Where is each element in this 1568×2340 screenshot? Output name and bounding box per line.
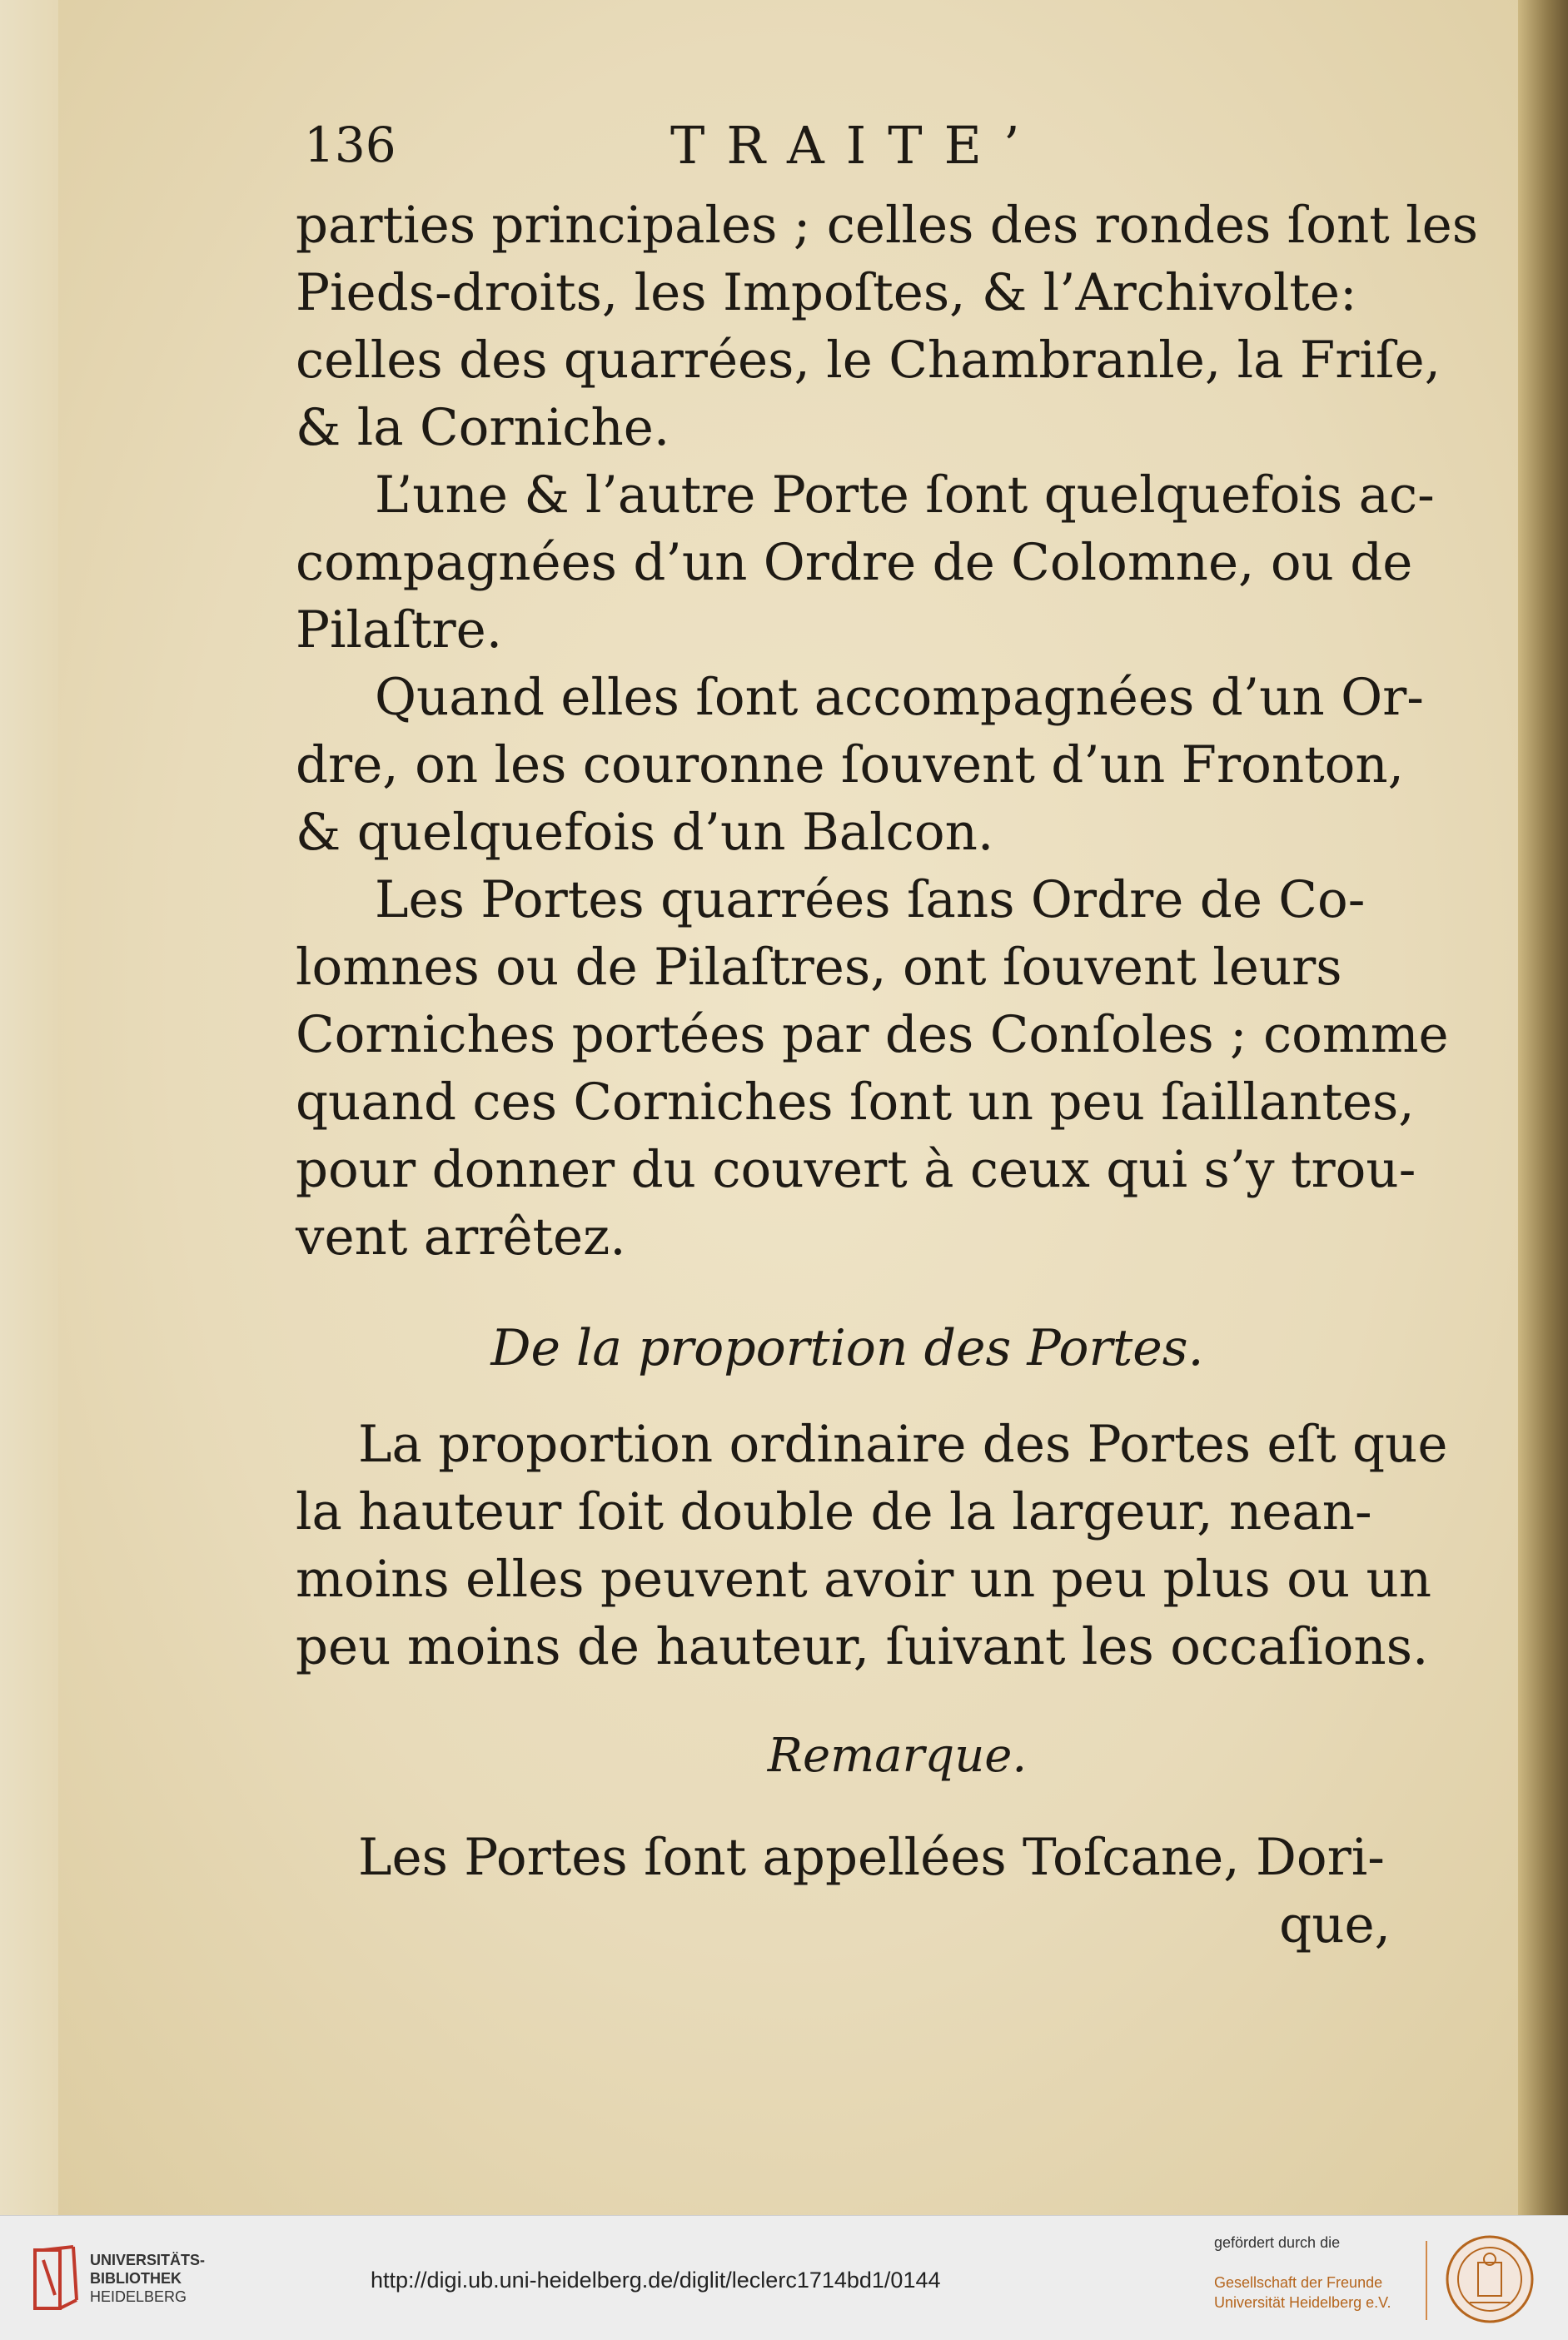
- university-seal-icon: [1445, 2234, 1535, 2324]
- text-line: Pieds-droits, les Impoſtes, & l’Archivolte:: [296, 263, 1357, 322]
- society-name-line: Universität Heidelberg e.V.: [1214, 2294, 1391, 2311]
- society-name-line: Gesellschaft der Freunde: [1214, 2274, 1383, 2291]
- text-line: vent arrêtez.: [296, 1207, 626, 1267]
- library-name-line: BIBLIOTHEK: [90, 2270, 182, 2287]
- permalink-url[interactable]: http://digi.ub.uni-heidelberg.de/diglit/leclerc1714bd1/0144: [371, 2268, 941, 2293]
- text-line: & quelquefois d’un Balcon.: [296, 803, 994, 862]
- sponsor-label: gefördert durch die: [1214, 2234, 1341, 2251]
- library-name-line: UNIVERSITÄTS-: [90, 2252, 206, 2268]
- text-line: dre, on les couronne ſouvent d’un Fronton,: [296, 735, 1405, 794]
- paragraph-1: [296, 192, 1479, 461]
- text-line: Les Portes ſont appellées Toſcane, Dori-: [358, 1828, 1385, 1887]
- text-line: pour donner du couvert à ceux qui s’y trou-: [296, 1140, 1416, 1199]
- society-name: [1214, 2273, 1391, 2313]
- page-text-block: [296, 108, 1479, 1959]
- text-line: quand ces Corniches ſont un peu ſaillantes,: [296, 1073, 1415, 1132]
- text-line: Les Portes quarrées ſans Ordre de Co-: [375, 870, 1366, 929]
- running-title: TRAITE’: [670, 115, 1042, 176]
- footer-divider: [1426, 2241, 1427, 2320]
- text-line: parties principales ; celles des rondes ſont les: [296, 196, 1479, 255]
- catchword: que,: [1279, 1895, 1391, 1954]
- library-name: [90, 2251, 205, 2306]
- paragraph-6: [296, 1824, 1399, 1891]
- page-header: [296, 108, 1399, 192]
- paragraph-4: [296, 866, 1449, 1271]
- book-fore-edge: [1518, 0, 1568, 2215]
- text-line: Pilaſtre.: [296, 600, 503, 660]
- text-line: lomnes ou de Pilaſtres, ont ſouvent leurs: [296, 938, 1342, 997]
- text-line: Corniches portées par des Conſoles ; comme: [296, 1005, 1449, 1064]
- text-line: peu moins de hauteur, ſuivant les occaſions.: [296, 1617, 1429, 1676]
- library-name-line: HEIDELBERG: [90, 2288, 187, 2305]
- section-heading: De la proportion des Portes.: [490, 1319, 1204, 1377]
- paragraph-2: [296, 461, 1435, 664]
- paragraph-5: [296, 1411, 1448, 1680]
- text-line: moins elles peuvent avoir un peu plus ou un: [296, 1550, 1432, 1609]
- library-logo-icon: [33, 2245, 80, 2312]
- remarque-heading: Remarque.: [767, 1729, 1028, 1783]
- text-line: celles des quarrées, le Chambranle, la Friſe,: [296, 331, 1441, 390]
- text-line: la hauteur ſoit double de la largeur, nean-: [296, 1482, 1372, 1541]
- text-line: & la Corniche.: [296, 398, 670, 457]
- text-line: La proportion ordinaire des Portes eſt que: [358, 1415, 1448, 1474]
- footer-bar: [0, 2215, 1568, 2340]
- paragraph-3: [296, 664, 1424, 866]
- text-line: L’une & l’autre Porte ſont quelquefois ac-: [375, 466, 1435, 525]
- text-line: Quand elles ſont accompagnées d’un Or-: [375, 668, 1424, 727]
- page-number: 136: [304, 117, 396, 173]
- text-line: compagnées d’un Ordre de Colomne, ou de: [296, 533, 1413, 592]
- page-left-margin: [0, 0, 58, 2215]
